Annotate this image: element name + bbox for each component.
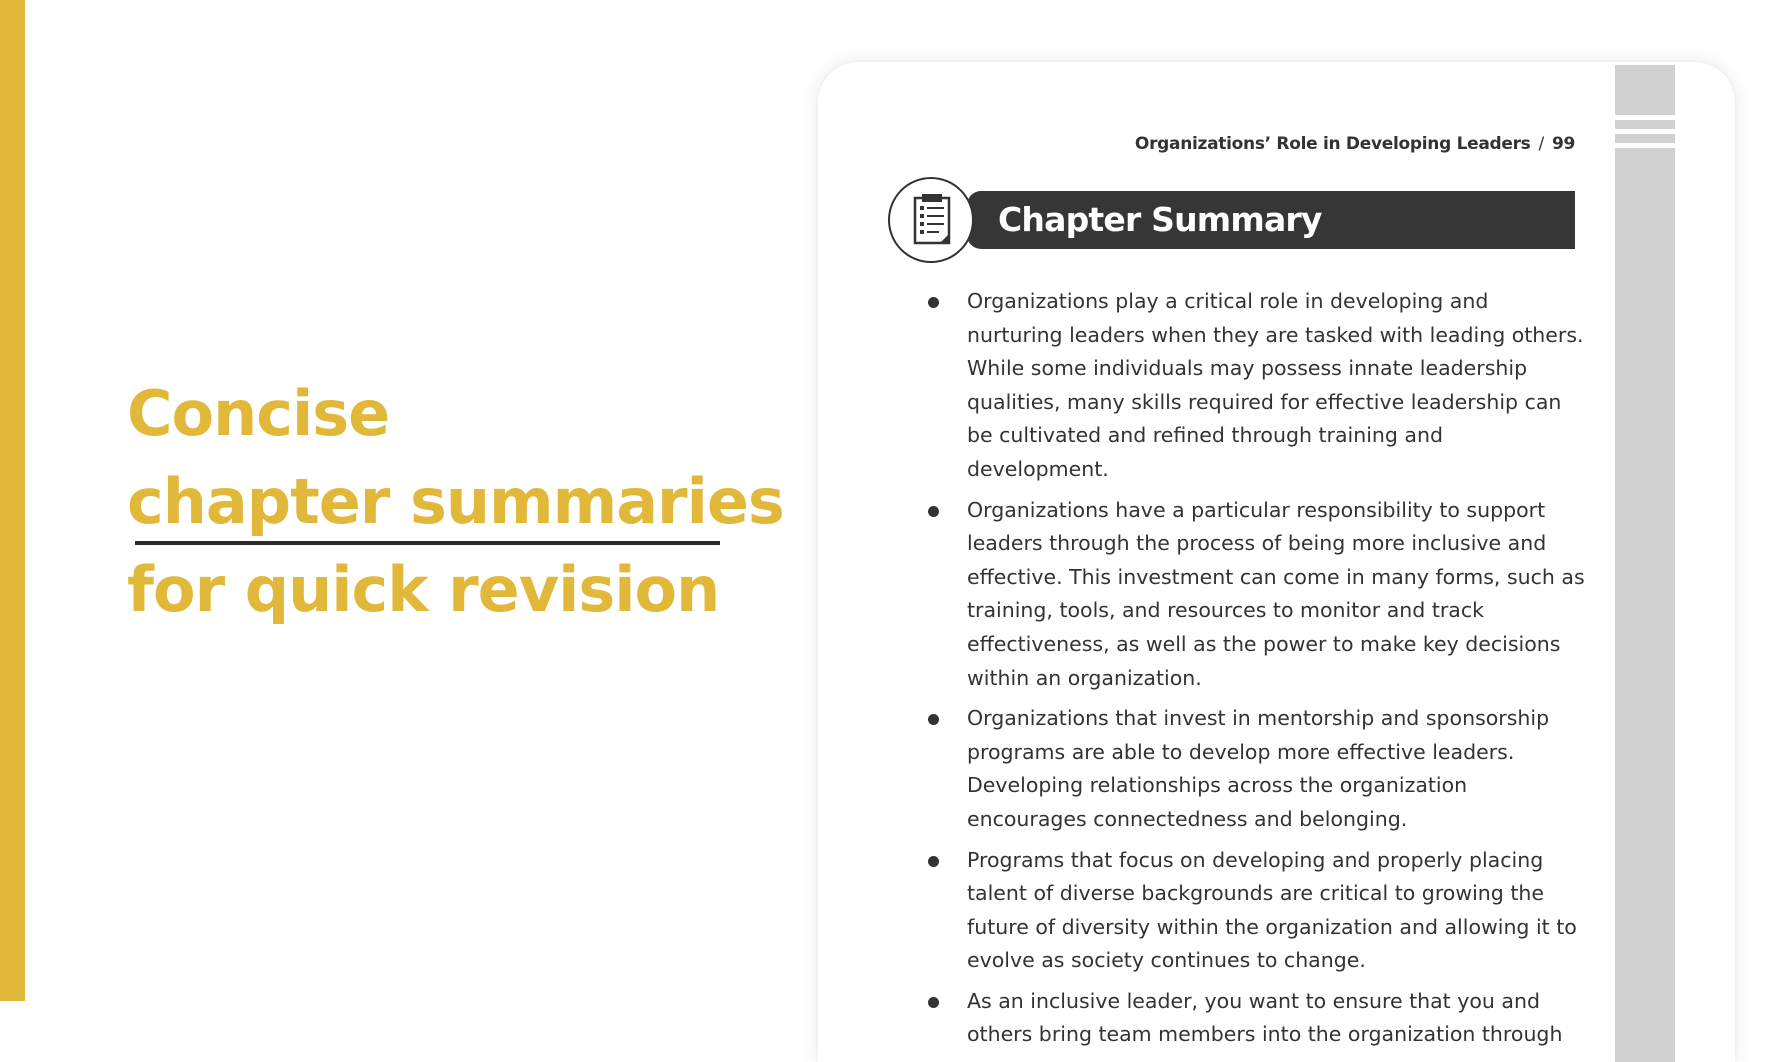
running-head [1135,134,1575,154]
headline [127,370,784,634]
running-head-title: Organizations’ Role in Developing Leaders [1134,134,1531,154]
headline-line-3: for quick revision [127,553,720,626]
list-item: Organizations have a particular responsibility to support leaders through the process of being more inclusive and effective. This investment can come in many forms, such as training, tools, and resources to monitor and track effectiveness, as well as the power to make key decisions within an organization. [925,494,1585,696]
list-item: Organizations that invest in mentorship and sponsorship programs are able to develop more effective leaders. Developing relationships across the organization encourages connectedness and belonging. [925,702,1585,836]
book-page [818,62,1735,1062]
page-edge [1615,65,1675,1062]
list-item: Organizations play a critical role in developing and nurturing leaders when they are tasked with leading others. While some individuals may possess innate leadership qualities, many skills required for effective leadership can be cultivated and refined through training and development. [925,285,1585,487]
running-head-separator: / [1538,134,1544,154]
list-item: Programs that focus on developing and properly placing talent of diverse backgrounds are critical to growing the future of diversity within the organization and allowing it to evolve as society continues to change. [925,844,1585,978]
page-number: 99 [1551,134,1575,154]
list-item: As an inclusive leader, you want to ensure that you and others bring team members into the organization through [925,985,1585,1052]
headline-line-1: Concise [127,377,390,450]
headline-line-2: chapter summaries [127,465,784,538]
section-title-banner: Chapter Summary [981,191,1575,249]
clipboard-checklist-icon [888,177,974,263]
headline-underline [135,541,720,545]
accent-bar [0,0,25,1001]
summary-bullet-list [925,285,1585,1059]
